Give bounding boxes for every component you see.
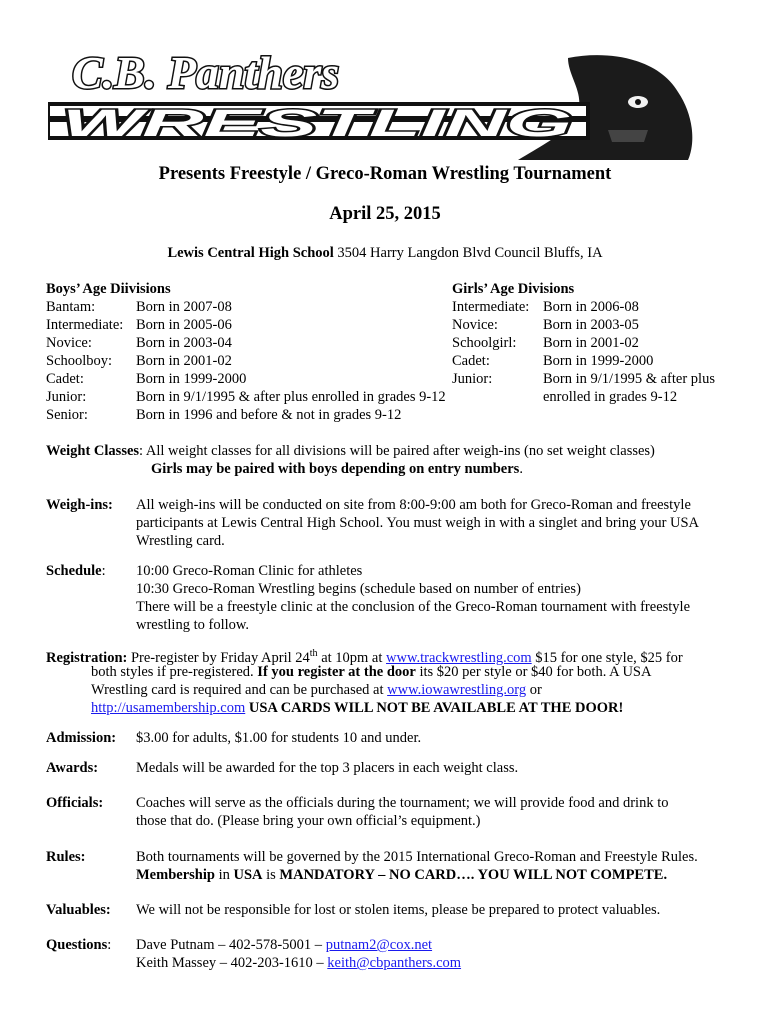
- girls-row-value: Born in 2003-05: [543, 317, 639, 333]
- logo-line1: C.B. Panthers: [72, 52, 340, 98]
- weighins-text: All weigh-ins will be conducted on site from 8:00-9:00 am both for Greco-Roman and freestyle: [136, 497, 691, 513]
- venue-name: Lewis Central High School: [167, 245, 334, 261]
- girls-row: Novice:: [452, 317, 498, 333]
- boys-row: Bantam:: [46, 299, 96, 315]
- girls-row-value: Born in 1999-2000: [543, 353, 654, 369]
- weight-classes-note: Girls may be paired with boys depending on entry numbers.: [151, 461, 523, 477]
- rules-text: Both tournaments will be governed by the 2015 International Greco-Roman and Freestyle Rules.: [136, 849, 698, 865]
- rules-membership: Membership in USA is MANDATORY – NO CARD…. YOU WILL NOT COMPETE.: [136, 867, 668, 883]
- schedule-text: 10:00 Greco-Roman Clinic for athletes: [136, 563, 363, 579]
- girls-row: Cadet:: [452, 353, 490, 369]
- registration-line-3: Wrestling card is required and can be purchased at www.iowawrestling.org or: [91, 682, 542, 698]
- registration-line-1: Registration: Pre-register by Friday April 24th at 10pm at www.trackwrestling.com $15 for one style, $25 for: [46, 648, 683, 666]
- officials-text: Coaches will serve as the officials during the tournament; we will provide food and drink to: [136, 795, 669, 811]
- massey-email-link[interactable]: keith@cbpanthers.com: [327, 955, 462, 971]
- boys-row-value: Born in 1996 and before & not in grades 9-12: [136, 407, 402, 423]
- boys-row: Novice:: [46, 335, 92, 351]
- schedule-text: There will be a freestyle clinic at the conclusion of the Greco-Roman tournament with freestyle: [136, 599, 691, 615]
- venue-address: 3504 Harry Langdon Blvd Council Bluffs, IA: [337, 245, 603, 261]
- registration-line-2: both styles if pre-registered. If you register at the door its $20 per style or $40 for both. A USA: [91, 664, 652, 680]
- girls-row-value: Born in 2006-08: [543, 299, 639, 315]
- girls-row: Junior:: [452, 371, 493, 387]
- girls-row-value: enrolled in grades 9-12: [543, 389, 678, 405]
- event-date: April 25, 2015: [329, 204, 441, 224]
- cb-panthers-wrestling-logo: [48, 52, 698, 164]
- usamembership-link[interactable]: http://usamembership.com: [91, 700, 246, 716]
- awards-text: Medals will be awarded for the top 3 placers in each weight class.: [136, 760, 519, 776]
- registration-line-4: http://usamembership.com USA CARDS WILL NOT BE AVAILABLE AT THE DOOR!: [91, 700, 624, 716]
- rules-label: Rules:: [46, 849, 86, 865]
- awards-label: Awards:: [46, 760, 99, 776]
- girls-row-value: Born in 2001-02: [543, 335, 639, 351]
- weighins-label: Weigh-ins:: [46, 497, 113, 513]
- venue-line: [0, 245, 770, 262]
- page-title: Presents Freestyle / Greco-Roman Wrestling Tournament: [158, 164, 612, 184]
- boys-row: Schoolboy:: [46, 353, 113, 369]
- boys-row: Cadet:: [46, 371, 84, 387]
- girls-row-value: Born in 9/1/1995 & after plus: [543, 371, 715, 387]
- admission-text: $3.00 for adults, $1.00 for students 10 and under.: [136, 730, 422, 746]
- schedule-text: wrestling to follow.: [136, 617, 250, 633]
- weighins-text: Wrestling card.: [136, 533, 225, 549]
- trackwrestling-link[interactable]: www.trackwrestling.com: [386, 649, 532, 666]
- weight-classes-line: Weight Classes: All weight classes for all divisions will be paired after weigh-ins (no set weight classes): [46, 443, 655, 459]
- registration-label: Registration:: [46, 649, 128, 666]
- girls-row: Intermediate:: [452, 299, 530, 315]
- admission-label: Admission:: [46, 730, 117, 746]
- weighins-text: participants at Lewis Central High School. You must weigh in with a singlet and bring your USA: [136, 515, 700, 531]
- iowawrestling-link[interactable]: www.iowawrestling.org: [387, 682, 527, 698]
- boys-row-value: Born in 9/1/1995 & after plus enrolled in grades 9-12: [136, 389, 446, 405]
- boys-divisions-heading: Boys’ Age Diivisions: [46, 281, 171, 297]
- boys-row-value: Born in 2001-02: [136, 353, 232, 369]
- valuables-text: We will not be responsible for lost or stolen items, please be prepared to protect valuables.: [136, 902, 661, 918]
- logo-line2: WRESTLING: [62, 103, 572, 145]
- boys-row: Intermediate:: [46, 317, 124, 333]
- girls-row: Schoolgirl:: [452, 335, 517, 351]
- contact-massey: Keith Massey – 402-203-1610 – keith@cbpanthers.com: [136, 955, 462, 971]
- officials-text: those that do. (Please bring your own official’s equipment.): [136, 813, 481, 829]
- weight-classes-label: Weight Classes: [46, 443, 140, 459]
- questions-label: Questions:: [46, 937, 112, 953]
- boys-row-value: Born in 2007-08: [136, 299, 232, 315]
- boys-row-value: Born in 1999-2000: [136, 371, 247, 387]
- contact-putnam: Dave Putnam – 402-578-5001 – putnam2@cox.net: [136, 937, 433, 953]
- logo-graphic: [48, 52, 698, 164]
- boys-row: Senior:: [46, 407, 88, 423]
- boys-row: Junior:: [46, 389, 87, 405]
- boys-row-value: Born in 2005-06: [136, 317, 232, 333]
- girls-divisions-heading: Girls’ Age Divisions: [452, 281, 575, 297]
- officials-label: Officials:: [46, 795, 104, 811]
- boys-row-value: Born in 2003-04: [136, 335, 232, 351]
- valuables-label: Valuables:: [46, 902, 111, 918]
- putnam-email-link[interactable]: putnam2@cox.net: [325, 937, 433, 953]
- schedule-text: 10:30 Greco-Roman Wrestling begins (schedule based on number of entries): [136, 581, 581, 597]
- schedule-label: Schedule:: [46, 563, 106, 579]
